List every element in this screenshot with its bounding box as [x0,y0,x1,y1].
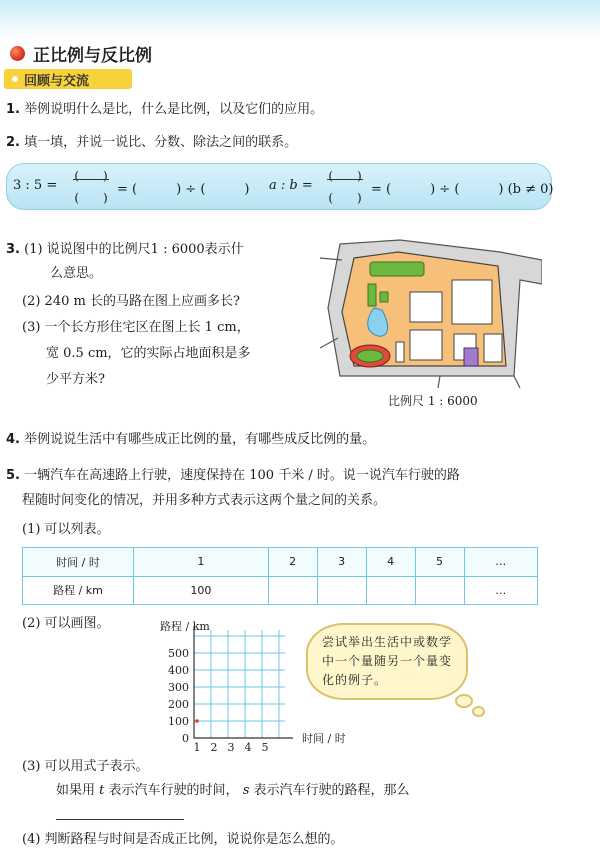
map-scale-caption: 比例尺 1 : 6000 [388,394,478,408]
eq1-left: 3 : 5 = [13,178,58,193]
question-5-text-line2: 程随时间变化的情况，并用多种方式表示这两个量之间的关系。 [22,493,387,508]
graph-y-ticks [168,647,189,745]
table-cell [366,576,415,605]
equation-box [6,163,552,210]
table-cell: 100 [134,576,269,605]
answer-blank[interactable] [56,805,184,820]
bubble-tail-1 [455,694,473,708]
thought-bubble [306,623,468,700]
eq1-rest: = ( ) ÷ ( ) [117,182,250,197]
question-5-part-2: (2) 可以画图。 [22,616,110,631]
question-4 [6,430,375,450]
review-badge-text: 回顾与交流 [24,73,90,89]
table-cell: … [464,576,537,605]
eq2-left: a : b = [269,178,313,193]
x-tick-label: 3 [227,741,235,754]
question-5-part-3: (3) 可以用式子表示。 [22,759,149,774]
y-tick-label: 0 [182,732,189,745]
question-5-part-1: (1) 可以列表。 [22,522,110,537]
question-3-part-3-line1: (3) 一个长方形住宅区在图上长 1 cm， [22,320,250,335]
question-3-part-2: (2) 240 m 长的马路在图上应画多长? [22,294,240,309]
section-title-text: 正比例与反比例 [33,45,152,66]
table-header-cell: 5 [415,548,464,577]
dot-icon [12,76,18,82]
green-patch-2 [380,292,388,302]
y-tick-label: 400 [168,664,189,677]
p3-text-c: 表示汽车行驶的路程，那么 [253,783,410,798]
building-3 [410,330,442,360]
eq2-rest: = ( ) ÷ ( ) (b ≠ 0) [371,182,554,197]
question-1 [6,100,323,120]
p3-text-b: 表示汽车行驶的时间， [108,783,239,798]
question-3-number: 3. [6,242,20,257]
green-strip [370,262,424,276]
table-header-row [23,548,538,577]
question-1-number: 1. [6,102,20,117]
p3-var-s: s [242,783,250,798]
table-header-cell: … [464,548,537,577]
x-tick-label: 5 [261,741,269,754]
question-4-number: 4. [6,432,20,447]
question-5-number: 5. [6,468,20,483]
question-3-p1-line2: 么意思。 [50,266,103,281]
question-1-text: 举例说明什么是比，什么是比例，以及它们的应用。 [24,102,324,117]
question-3-part-3-line2: 宽 0.5 cm，它的实际占地面积是多 [46,346,251,361]
distance-table [22,547,538,605]
question-5-line1 [6,466,460,486]
table-cell: 路程 / km [23,576,134,605]
table-header-cell: 时间 / 时 [23,548,134,577]
x-tick-label: 2 [210,741,218,754]
eq1-frac-bottom: ( ) [74,191,108,205]
eq2-frac-bottom: ( ) [328,191,362,205]
question-3-part-1 [6,240,244,260]
question-2-text: 填一填，并说一说比、分数、除法之间的联系。 [24,135,298,150]
question-2 [6,133,297,153]
purple-building [464,348,478,366]
p3-var-t: t [99,783,105,798]
question-5-part-4: (4) 判断路程与时间是否成正比例，说说你是怎么想的。 [22,832,344,847]
table-header-cell: 3 [317,548,366,577]
bubble-tail-2 [472,706,485,717]
question-3-p1-line1: (1) 说说图中的比例尺1 : 6000表示什 [24,242,244,257]
graph-x-ticks [194,741,269,754]
question-2-number: 2. [6,135,20,150]
question-3-part-3-line3: 少平方米? [46,372,105,387]
review-badge [4,69,132,89]
building-2 [452,280,492,324]
eq1-fraction [73,167,109,206]
table-row [23,576,538,605]
data-point [195,719,199,723]
section-title [10,40,152,66]
table-cell [317,576,366,605]
question-5-text-line1: 一辆汽车在高速路上行驶，速度保持在 100 千米 / 时。说一说汽车行驶的路 [24,468,460,483]
graph-grid [194,626,293,738]
eq2-frac-top: ( ) [328,169,362,183]
question-5-part-3-line2 [56,781,410,801]
thought-bubble-text: 尝试举出生活中或数学中一个量随另一个量变化的例子。 [322,635,453,687]
graph-y-label: 路程 / km [160,620,210,633]
red-dot-icon [10,46,25,61]
eq1-frac-top: ( ) [74,169,108,183]
question-4-text: 举例说说生活中有哪些成正比例的量，有哪些成反比例的量。 [24,432,376,447]
y-tick-label: 300 [168,681,189,694]
y-tick-label: 500 [168,647,189,660]
eq2-fraction [327,167,363,206]
table-header-cell: 1 [134,548,269,577]
graph-x-label: 时间 / 时 [302,732,346,745]
green-patch-1 [368,284,376,306]
table-cell [268,576,317,605]
y-tick-label: 100 [168,715,189,728]
p3-text-a: 如果用 [56,783,96,798]
table-header-cell: 2 [268,548,317,577]
building-1 [410,292,442,322]
table-header-cell: 4 [366,548,415,577]
x-tick-label: 4 [244,741,252,754]
table-cell [415,576,464,605]
building-5 [484,334,502,362]
top-band [0,0,600,40]
map-illustration [320,238,542,388]
y-tick-label: 200 [168,698,189,711]
x-tick-label: 1 [193,741,201,754]
